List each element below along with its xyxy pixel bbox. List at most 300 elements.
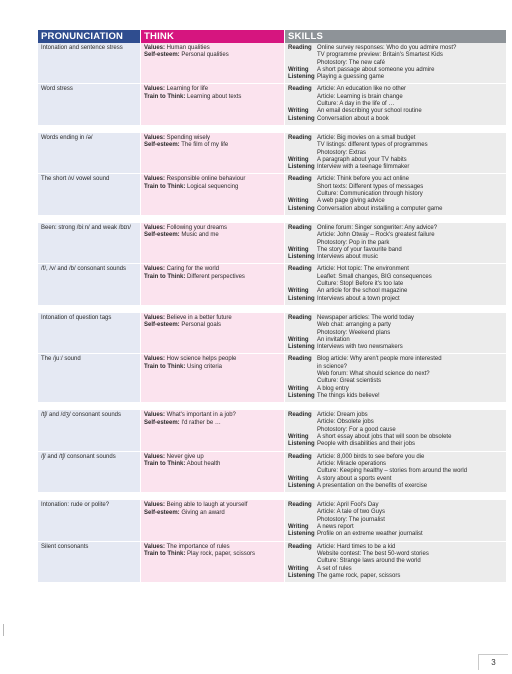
table-row bbox=[38, 500, 506, 540]
think-cell bbox=[141, 452, 284, 492]
skills-cell bbox=[285, 223, 506, 263]
skills-cell bbox=[285, 133, 506, 173]
think-text: Spending wisely bbox=[165, 134, 211, 141]
skill-text bbox=[317, 454, 503, 476]
pronunciation-cell: Been: strong /biːn/ and weak /bɪn/ bbox=[38, 223, 140, 263]
skill-line: Article: Miracle operations bbox=[317, 460, 387, 467]
skill-line: Photostory: The new café bbox=[317, 59, 385, 66]
skill-entry bbox=[288, 266, 503, 288]
skill-line: Culture: A day in the life of … bbox=[317, 101, 395, 108]
skill-label: Reading bbox=[288, 45, 312, 51]
unit-group bbox=[38, 500, 506, 582]
unit-group bbox=[38, 223, 506, 305]
think-text: Responsible online behaviour bbox=[165, 176, 246, 183]
skills-cell bbox=[285, 542, 506, 582]
skill-line: A blog entry bbox=[317, 385, 349, 392]
skill-label: Writing bbox=[288, 156, 309, 163]
skill-label: Reading bbox=[288, 134, 312, 141]
table-row bbox=[38, 452, 506, 492]
skill-text bbox=[317, 441, 503, 448]
skill-text bbox=[317, 344, 503, 351]
skill-entry bbox=[288, 135, 503, 157]
skills-cell bbox=[285, 43, 506, 83]
skill-line: Photostory: For a good cause bbox=[317, 426, 396, 433]
skill-text bbox=[317, 315, 503, 337]
think-line bbox=[144, 315, 281, 322]
skill-line: TV listings: different types of programmes bbox=[317, 142, 428, 149]
think-line bbox=[144, 232, 281, 239]
skill-text bbox=[317, 337, 503, 344]
skill-text bbox=[317, 502, 503, 524]
pronunciation-cell: Intonation of question tags bbox=[38, 313, 140, 353]
think-cell bbox=[141, 133, 284, 173]
skills-cell bbox=[285, 264, 506, 304]
skill-line: Photostory: Weekend plans bbox=[317, 329, 391, 336]
table-row bbox=[38, 133, 506, 173]
skill-line: A set of rules bbox=[317, 565, 352, 572]
pronunciation-cell: /tʃ/ and /dʒ/ consonant sounds bbox=[38, 410, 140, 450]
table-row bbox=[38, 174, 506, 214]
think-label: Values: bbox=[144, 543, 166, 550]
skill-line: in science? bbox=[317, 363, 348, 370]
skill-line: A web page giving advice bbox=[317, 198, 385, 205]
skill-line: Online survey responses: Who do you admire most? bbox=[317, 45, 457, 51]
skill-text bbox=[317, 108, 503, 115]
skill-line: The story of your favourite band bbox=[317, 246, 402, 253]
skill-line: Photostory: Extras bbox=[317, 149, 367, 156]
table-header bbox=[38, 30, 506, 43]
skill-label: Listening bbox=[288, 482, 315, 489]
think-cell bbox=[141, 500, 284, 540]
skill-line: Profile on an extreme weather journalist bbox=[317, 531, 423, 538]
skill-label: Listening bbox=[288, 74, 315, 81]
skill-entry bbox=[288, 176, 503, 198]
skill-label: Writing bbox=[288, 524, 309, 531]
skill-line: The things kids believe! bbox=[317, 392, 380, 399]
skill-text bbox=[317, 573, 503, 580]
skill-text bbox=[317, 296, 503, 303]
skill-entry bbox=[288, 157, 503, 164]
pronunciation-cell: The /juː/ sound bbox=[38, 354, 140, 402]
think-line bbox=[144, 94, 281, 101]
skill-text bbox=[317, 206, 503, 213]
think-cell bbox=[141, 43, 284, 83]
skill-entry bbox=[288, 164, 503, 171]
think-line bbox=[144, 461, 281, 468]
skill-entry bbox=[288, 198, 503, 205]
think-text: Being able to laugh at yourself bbox=[165, 502, 248, 509]
skill-label: Listening bbox=[288, 115, 315, 122]
skill-line: Web forum: What should science do next? bbox=[317, 370, 430, 377]
skill-line: Photostory: The journalist bbox=[317, 516, 385, 523]
skill-line: A short essay about jobs that will soon be obsolete bbox=[317, 434, 452, 441]
skill-text bbox=[317, 386, 503, 393]
table-row bbox=[38, 354, 506, 402]
skill-line: An email describing your school routine bbox=[317, 108, 422, 115]
skill-text bbox=[317, 483, 503, 490]
think-line bbox=[144, 225, 281, 232]
skill-label: Writing bbox=[288, 565, 309, 572]
think-text: About health bbox=[185, 461, 221, 468]
skill-entry bbox=[288, 86, 503, 108]
skill-entry bbox=[288, 483, 503, 490]
unit-group bbox=[38, 43, 506, 125]
skill-line: Short texts: Different types of messages bbox=[317, 183, 424, 190]
skills-cell bbox=[285, 354, 506, 402]
skill-line: A story about a sports event bbox=[317, 475, 392, 482]
think-line bbox=[144, 266, 281, 273]
think-line bbox=[144, 274, 281, 281]
think-text: The importance of rules bbox=[165, 543, 230, 550]
think-line bbox=[144, 86, 281, 93]
skills-cell bbox=[285, 410, 506, 450]
think-line bbox=[144, 135, 281, 142]
skill-text bbox=[317, 531, 503, 538]
skill-line: Culture: Strange laws around the world bbox=[317, 558, 421, 565]
header-think: THINK bbox=[141, 30, 284, 43]
skill-text bbox=[317, 393, 503, 400]
think-text: Caring for the world bbox=[165, 266, 220, 273]
skill-text bbox=[317, 566, 503, 573]
think-text: Learning about texts bbox=[185, 93, 242, 100]
margin-mark bbox=[3, 624, 4, 636]
think-line bbox=[144, 142, 281, 149]
skill-text bbox=[317, 247, 503, 254]
think-cell bbox=[141, 313, 284, 353]
skill-label: Reading bbox=[288, 86, 312, 93]
think-text: Play rock, paper, scissors bbox=[185, 551, 256, 558]
skill-label: Writing bbox=[288, 198, 309, 205]
skill-label: Writing bbox=[288, 385, 309, 392]
think-text: I'd rather be … bbox=[179, 419, 221, 426]
skill-entry bbox=[288, 566, 503, 573]
header-skills: SKILLS bbox=[285, 30, 506, 43]
table-row bbox=[38, 542, 506, 582]
skill-line: Article: Think before you act online bbox=[317, 176, 409, 183]
think-line bbox=[144, 502, 281, 509]
think-label: Train to Think: bbox=[144, 461, 186, 468]
think-text: Learning for life bbox=[165, 86, 209, 93]
table-row bbox=[38, 223, 506, 263]
think-text: Using criteria bbox=[185, 363, 223, 370]
skill-label: Writing bbox=[288, 66, 309, 73]
think-line bbox=[144, 45, 281, 52]
think-line bbox=[144, 420, 281, 427]
skill-line: Online forum: Singer songwriter: Any advice? bbox=[317, 224, 438, 231]
think-text: Human qualities bbox=[165, 45, 210, 51]
skill-entry bbox=[288, 412, 503, 434]
think-label: Self-esteem: bbox=[144, 419, 180, 426]
skill-entry bbox=[288, 386, 503, 393]
skill-line: Article: Learning is brain change bbox=[317, 93, 403, 100]
think-cell bbox=[141, 84, 284, 124]
skill-label: Writing bbox=[288, 246, 309, 253]
pronunciation-cell: /ʃ/ and /tʃ/ consonant sounds bbox=[38, 452, 140, 492]
skill-line: A short passage about someone you admire bbox=[317, 66, 435, 73]
skill-text bbox=[317, 288, 503, 295]
skill-line: Culture: Great scientists bbox=[317, 378, 382, 385]
skill-label: Listening bbox=[288, 441, 315, 448]
skill-line: Culture: Keeping healthy – stories from around the world bbox=[317, 468, 468, 475]
skill-label: Listening bbox=[288, 295, 315, 302]
think-label: Values: bbox=[144, 176, 166, 183]
think-text: Music and me bbox=[179, 232, 219, 239]
skills-cell bbox=[285, 452, 506, 492]
think-text: Logical sequencing bbox=[185, 183, 239, 190]
think-label: Values: bbox=[144, 356, 166, 363]
think-label: Train to Think: bbox=[144, 551, 186, 558]
think-text: Different perspectives bbox=[185, 273, 245, 280]
skill-entry bbox=[288, 254, 503, 261]
think-line bbox=[144, 454, 281, 461]
think-line bbox=[144, 322, 281, 329]
skills-cell bbox=[285, 500, 506, 540]
think-line bbox=[144, 510, 281, 517]
skill-entry bbox=[288, 288, 503, 295]
think-line bbox=[144, 176, 281, 183]
skill-line: A presentation on the benefits of exercise bbox=[317, 482, 428, 489]
page-number: 3 bbox=[478, 654, 508, 670]
skill-line: Interviews about a town project bbox=[317, 295, 400, 302]
skill-text bbox=[317, 254, 503, 261]
skill-text bbox=[317, 198, 503, 205]
skill-label: Writing bbox=[288, 475, 309, 482]
skill-line: Article: Obsolete jobs bbox=[317, 419, 374, 426]
think-label: Values: bbox=[144, 314, 166, 321]
skill-line: A paragraph about your TV habits bbox=[317, 156, 407, 163]
skill-text bbox=[317, 176, 503, 198]
unit-group bbox=[38, 133, 506, 215]
skills-cell bbox=[285, 313, 506, 353]
think-cell bbox=[141, 410, 284, 450]
skill-line: Website contest: The best 50-word stories bbox=[317, 550, 429, 557]
skill-line: Blog article: Why aren't people more interested bbox=[317, 356, 442, 363]
skill-line: Conversation about a book bbox=[317, 115, 389, 122]
skill-line: Article: April Fool's Day bbox=[317, 502, 379, 509]
pronunciation-cell: Silent consonants bbox=[38, 542, 140, 582]
pronunciation-cell: Words ending in /ə/ bbox=[38, 133, 140, 173]
think-line bbox=[144, 551, 281, 558]
think-label: Values: bbox=[144, 266, 166, 273]
skills-cell bbox=[285, 174, 506, 214]
think-line bbox=[144, 184, 281, 191]
pronunciation-cell: Word stress bbox=[38, 84, 140, 124]
skill-line: People with disabilities and their jobs bbox=[317, 441, 416, 448]
table-body bbox=[38, 43, 506, 582]
skill-entry bbox=[288, 116, 503, 123]
unit-group bbox=[38, 313, 506, 402]
think-label: Self-esteem: bbox=[144, 142, 180, 149]
skill-text bbox=[317, 524, 503, 531]
skill-text bbox=[317, 356, 503, 385]
skill-label: Reading bbox=[288, 314, 312, 321]
skill-entry bbox=[288, 524, 503, 531]
skill-text bbox=[317, 74, 503, 81]
skill-line: Culture: Stop! Before it's too late bbox=[317, 281, 404, 288]
skill-entry bbox=[288, 502, 503, 524]
unit-group bbox=[38, 410, 506, 492]
skill-label: Listening bbox=[288, 205, 315, 212]
skill-line: Leaflet: Small changes, BIG consequences bbox=[317, 273, 432, 280]
skill-text bbox=[317, 266, 503, 288]
skill-label: Writing bbox=[288, 108, 309, 115]
skill-line: Article: A tale of two Guys bbox=[317, 509, 386, 516]
think-label: Values: bbox=[144, 86, 166, 93]
skill-text bbox=[317, 116, 503, 123]
skill-entry bbox=[288, 337, 503, 344]
skill-label: Reading bbox=[288, 502, 312, 509]
skill-line: Article: An education like no other bbox=[317, 86, 407, 93]
skill-entry bbox=[288, 206, 503, 213]
think-line bbox=[144, 544, 281, 551]
skill-label: Writing bbox=[288, 336, 309, 343]
skills-cell bbox=[285, 84, 506, 124]
skill-entry bbox=[288, 67, 503, 74]
skill-line: Interviews with two newsmakers bbox=[317, 344, 403, 351]
pronunciation-cell: Intonation and sentence stress bbox=[38, 43, 140, 83]
think-label: Self-esteem: bbox=[144, 232, 180, 239]
skill-entry bbox=[288, 434, 503, 441]
think-text: Believe in a better future bbox=[165, 314, 232, 321]
skill-entry bbox=[288, 108, 503, 115]
think-label: Values: bbox=[144, 412, 166, 419]
skill-label: Reading bbox=[288, 453, 312, 460]
skill-line: Article: 8,000 birds to see before you die bbox=[317, 453, 425, 460]
think-label: Train to Think: bbox=[144, 183, 186, 190]
header-pronunciation: PRONUNCIATION bbox=[38, 30, 140, 43]
skill-label: Listening bbox=[288, 164, 315, 171]
think-text: How science helps people bbox=[165, 356, 237, 363]
think-text: Personal qualities bbox=[179, 52, 229, 59]
think-text: Giving an award bbox=[179, 509, 225, 516]
skill-text bbox=[317, 544, 503, 566]
skill-entry bbox=[288, 356, 503, 385]
table-row bbox=[38, 410, 506, 450]
skill-line: Web chat: arranging a party bbox=[317, 322, 391, 329]
skill-label: Listening bbox=[288, 572, 315, 579]
think-cell bbox=[141, 264, 284, 304]
skill-label: Listening bbox=[288, 531, 315, 538]
think-label: Self-esteem: bbox=[144, 322, 180, 329]
think-line bbox=[144, 52, 281, 59]
skill-line: TV programme preview: Britain's Smartest Kids bbox=[317, 52, 443, 59]
think-text: What's important in a job? bbox=[165, 412, 236, 419]
think-label: Values: bbox=[144, 502, 166, 509]
skill-text bbox=[317, 45, 503, 67]
skill-line: Interview with a teenage filmmaker bbox=[317, 164, 410, 171]
skill-line: An invitation bbox=[317, 336, 350, 343]
table-row bbox=[38, 264, 506, 304]
think-text: Personal goals bbox=[179, 322, 222, 329]
skill-entry bbox=[288, 476, 503, 483]
skill-text bbox=[317, 67, 503, 74]
skill-label: Writing bbox=[288, 434, 309, 441]
skill-line: Interviews about music bbox=[317, 254, 379, 261]
skill-entry bbox=[288, 344, 503, 351]
think-label: Values: bbox=[144, 45, 166, 51]
skill-entry bbox=[288, 454, 503, 476]
think-cell bbox=[141, 223, 284, 263]
skill-label: Writing bbox=[288, 288, 309, 295]
skill-line: A news report bbox=[317, 524, 354, 531]
think-label: Values: bbox=[144, 453, 166, 460]
think-text: Following your dreams bbox=[165, 224, 228, 231]
skill-entry bbox=[288, 225, 503, 247]
think-label: Train to Think: bbox=[144, 273, 186, 280]
skill-label: Reading bbox=[288, 356, 312, 363]
skill-line: Article: Big movies on a small budget bbox=[317, 134, 416, 141]
skill-line: An article for the school magazine bbox=[317, 288, 408, 295]
skill-text bbox=[317, 225, 503, 247]
think-cell bbox=[141, 354, 284, 402]
skill-label: Listening bbox=[288, 344, 315, 351]
table-row bbox=[38, 43, 506, 83]
skill-entry bbox=[288, 45, 503, 67]
think-label: Self-esteem: bbox=[144, 509, 180, 516]
skill-label: Reading bbox=[288, 543, 312, 550]
skill-line: Article: Hard times to be a kid bbox=[317, 543, 396, 550]
skill-entry bbox=[288, 315, 503, 337]
skill-text bbox=[317, 476, 503, 483]
skill-text bbox=[317, 412, 503, 434]
think-label: Self-esteem: bbox=[144, 52, 180, 59]
table-row bbox=[38, 313, 506, 353]
pronunciation-cell: The short /ʌ/ vowel sound bbox=[38, 174, 140, 214]
pronunciation-cell: /f/, /v/ and /b/ consonant sounds bbox=[38, 264, 140, 304]
skill-line: Playing a guessing game bbox=[317, 74, 385, 81]
think-label: Train to Think: bbox=[144, 363, 186, 370]
skill-label: Reading bbox=[288, 176, 312, 183]
skill-text bbox=[317, 135, 503, 157]
skill-line: Photostory: Pop in the park bbox=[317, 239, 390, 246]
skill-line: Article: Dream jobs bbox=[317, 412, 368, 419]
skill-label: Reading bbox=[288, 266, 312, 273]
skill-label: Listening bbox=[288, 392, 315, 399]
think-label: Values: bbox=[144, 224, 166, 231]
skill-entry bbox=[288, 296, 503, 303]
skill-entry bbox=[288, 544, 503, 566]
think-text: The film of my life bbox=[179, 142, 229, 149]
skill-line: Culture: Communication through history bbox=[317, 191, 423, 198]
contents-table bbox=[38, 30, 506, 590]
think-cell bbox=[141, 174, 284, 214]
skill-text bbox=[317, 434, 503, 441]
skill-entry bbox=[288, 573, 503, 580]
skill-line: Article: John Otway – Rock's greatest failure bbox=[317, 232, 435, 239]
think-label: Values: bbox=[144, 134, 166, 141]
skill-line: Newspaper articles: The world today bbox=[317, 314, 414, 321]
pronunciation-cell: Intonation: rude or polite? bbox=[38, 500, 140, 540]
think-cell bbox=[141, 542, 284, 582]
think-line bbox=[144, 412, 281, 419]
skill-text bbox=[317, 164, 503, 171]
skill-label: Reading bbox=[288, 224, 312, 231]
think-label: Train to Think: bbox=[144, 93, 186, 100]
skill-label: Listening bbox=[288, 254, 315, 261]
skill-line: The game rock, paper, scissors bbox=[317, 572, 401, 579]
table-row bbox=[38, 84, 506, 124]
think-line bbox=[144, 364, 281, 371]
skill-entry bbox=[288, 441, 503, 448]
skill-entry bbox=[288, 393, 503, 400]
think-line bbox=[144, 356, 281, 363]
skill-entry bbox=[288, 531, 503, 538]
skill-text bbox=[317, 157, 503, 164]
skill-entry bbox=[288, 247, 503, 254]
think-text: Never give up bbox=[165, 453, 204, 460]
skill-line: Conversation about installing a computer game bbox=[317, 205, 443, 212]
skill-entry bbox=[288, 74, 503, 81]
